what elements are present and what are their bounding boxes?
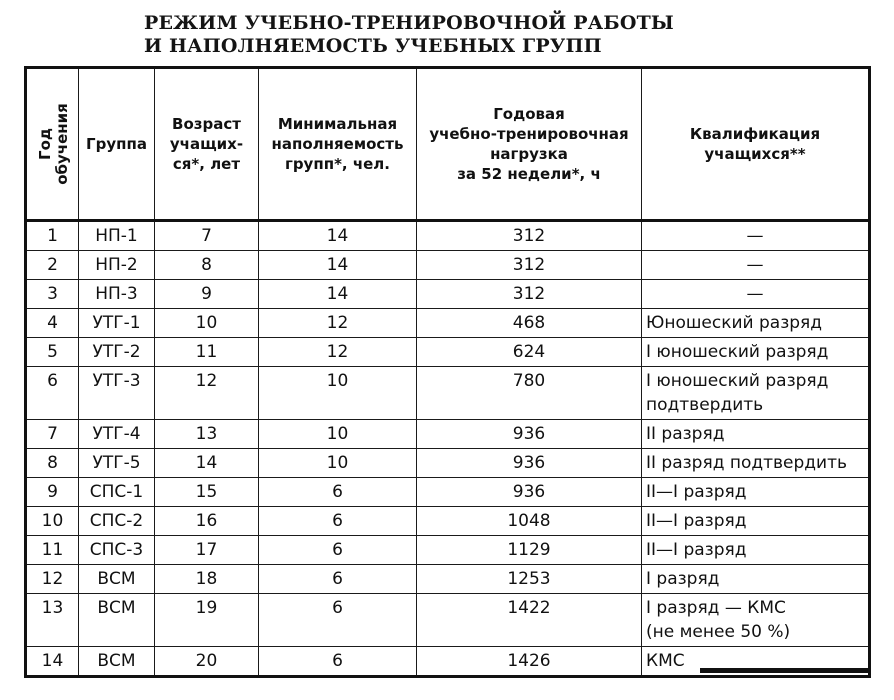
cell-annual-load: 1253 xyxy=(417,565,642,594)
qualification-line: II разряд подтвердить xyxy=(646,453,848,473)
cell-age: 17 xyxy=(155,536,259,565)
table-row xyxy=(26,449,870,478)
header-line: нагрузка xyxy=(490,145,568,163)
qualification-line: II разряд xyxy=(646,424,725,444)
cell-age: 19 xyxy=(155,594,259,647)
table-row xyxy=(26,221,870,251)
header-line: Возраст xyxy=(172,115,241,133)
header-year xyxy=(26,68,79,221)
header-line: Минимальная xyxy=(277,115,398,133)
cell-year: 9 xyxy=(26,478,79,507)
header-row xyxy=(26,68,870,221)
title-line-1: РЕЖИМ УЧЕБНО-ТРЕНИРОВОЧНОЙ РАБОТЫ xyxy=(144,12,674,34)
header-line: учащих- xyxy=(169,135,244,153)
header-line: учащихся** xyxy=(704,145,806,163)
cell-min-fill: 12 xyxy=(259,338,417,367)
cell-age: 12 xyxy=(155,367,259,420)
header-line: за 52 недели*, ч xyxy=(457,165,601,183)
table-row xyxy=(26,594,870,647)
cell-year: 14 xyxy=(26,647,79,677)
cell-annual-load: 1129 xyxy=(417,536,642,565)
cell-min-fill: 10 xyxy=(259,367,417,420)
qualification-line: — xyxy=(746,255,764,275)
cell-age: 18 xyxy=(155,565,259,594)
cell-group: УТГ-5 xyxy=(79,449,155,478)
cell-min-fill: 6 xyxy=(259,478,417,507)
header-line: Годовая xyxy=(493,105,565,123)
header-year-text xyxy=(37,103,71,185)
qualification-line: КМС xyxy=(646,651,685,671)
cell-qualification xyxy=(642,221,870,251)
cell-qualification xyxy=(642,449,870,478)
header-group xyxy=(79,68,155,221)
cell-age: 7 xyxy=(155,221,259,251)
page-title xyxy=(144,12,674,58)
cell-group: СПС-3 xyxy=(79,536,155,565)
cell-group: ВСМ xyxy=(79,647,155,677)
qualification-line: I разряд xyxy=(646,569,720,589)
cell-age: 20 xyxy=(155,647,259,677)
training-groups-table xyxy=(24,66,871,678)
cell-min-fill: 12 xyxy=(259,309,417,338)
header-line: Квалификация xyxy=(689,125,821,143)
cell-group: УТГ-2 xyxy=(79,338,155,367)
header-min-fill-text xyxy=(272,114,404,174)
qualification-line: — xyxy=(746,284,764,304)
cell-min-fill: 10 xyxy=(259,449,417,478)
cell-min-fill: 10 xyxy=(259,420,417,449)
header-line: Год xyxy=(35,128,54,160)
cell-min-fill: 6 xyxy=(259,594,417,647)
cell-qualification xyxy=(642,478,870,507)
cell-min-fill: 6 xyxy=(259,536,417,565)
table-row xyxy=(26,478,870,507)
qualification-line: (не менее 50 %) xyxy=(646,622,791,642)
cell-annual-load: 1422 xyxy=(417,594,642,647)
qualification-line: — xyxy=(746,226,764,246)
qualification-line: Юношеский разряд xyxy=(646,313,823,333)
cell-qualification xyxy=(642,309,870,338)
header-group-text: Группа xyxy=(86,135,147,153)
qualification-line: II—I разряд xyxy=(646,511,747,531)
cell-group: ВСМ xyxy=(79,594,155,647)
table-row xyxy=(26,367,870,420)
cell-group: СПС-2 xyxy=(79,507,155,536)
table-row xyxy=(26,251,870,280)
cell-age: 14 xyxy=(155,449,259,478)
table-row xyxy=(26,536,870,565)
cell-year: 4 xyxy=(26,309,79,338)
cell-qualification xyxy=(642,251,870,280)
qualification-line: I юношеский разряд xyxy=(646,342,829,362)
cell-group: НП-3 xyxy=(79,280,155,309)
header-line: групп*, чел. xyxy=(284,155,390,173)
header-line: наполняемость xyxy=(271,135,404,153)
cell-annual-load: 1426 xyxy=(417,647,642,677)
cell-min-fill: 14 xyxy=(259,221,417,251)
table-header xyxy=(26,68,870,221)
cell-qualification xyxy=(642,338,870,367)
header-line: ся*, лет xyxy=(172,155,241,173)
cell-qualification xyxy=(642,565,870,594)
table-row xyxy=(26,420,870,449)
cell-year: 11 xyxy=(26,536,79,565)
header-qualification-text xyxy=(690,124,820,164)
cell-annual-load: 312 xyxy=(417,280,642,309)
cell-year: 12 xyxy=(26,565,79,594)
cell-annual-load: 312 xyxy=(417,221,642,251)
qualification-line: подтвердить xyxy=(646,395,764,415)
header-annual-load xyxy=(417,68,642,221)
cell-year: 10 xyxy=(26,507,79,536)
cell-age: 11 xyxy=(155,338,259,367)
cell-group: НП-2 xyxy=(79,251,155,280)
cell-min-fill: 6 xyxy=(259,647,417,677)
cell-year: 6 xyxy=(26,367,79,420)
cell-annual-load: 1048 xyxy=(417,507,642,536)
cell-qualification xyxy=(642,420,870,449)
cell-min-fill: 14 xyxy=(259,251,417,280)
cell-annual-load: 936 xyxy=(417,478,642,507)
cell-age: 15 xyxy=(155,478,259,507)
cell-year: 8 xyxy=(26,449,79,478)
cell-qualification xyxy=(642,594,870,647)
header-age-text xyxy=(170,114,243,174)
cell-qualification xyxy=(642,280,870,309)
cell-min-fill: 14 xyxy=(259,280,417,309)
qualification-line: I разряд — КМС xyxy=(646,598,786,618)
title-line-2: И НАПОЛНЯЕМОСТЬ УЧЕБНЫХ ГРУПП xyxy=(144,35,602,57)
qualification-line: I юношеский разряд xyxy=(646,371,829,391)
cell-group: ВСМ xyxy=(79,565,155,594)
cell-annual-load: 936 xyxy=(417,449,642,478)
cell-group: УТГ-3 xyxy=(79,367,155,420)
cell-min-fill: 6 xyxy=(259,565,417,594)
cell-year: 13 xyxy=(26,594,79,647)
cell-year: 7 xyxy=(26,420,79,449)
cell-min-fill: 6 xyxy=(259,507,417,536)
header-age xyxy=(155,68,259,221)
table-row xyxy=(26,338,870,367)
cell-group: УТГ-4 xyxy=(79,420,155,449)
cell-group: УТГ-1 xyxy=(79,309,155,338)
cell-year: 2 xyxy=(26,251,79,280)
table-row xyxy=(26,565,870,594)
cell-year: 3 xyxy=(26,280,79,309)
cell-age: 13 xyxy=(155,420,259,449)
qualification-line: II—I разряд xyxy=(646,540,747,560)
cell-age: 8 xyxy=(155,251,259,280)
cell-annual-load: 780 xyxy=(417,367,642,420)
qualification-line: II—I разряд xyxy=(646,482,747,502)
table-row xyxy=(26,280,870,309)
table-row xyxy=(26,309,870,338)
header-qualification xyxy=(642,68,870,221)
cell-annual-load: 312 xyxy=(417,251,642,280)
cell-qualification xyxy=(642,367,870,420)
header-line: обучения xyxy=(52,103,71,185)
cell-annual-load: 468 xyxy=(417,309,642,338)
cell-year: 1 xyxy=(26,221,79,251)
table-row xyxy=(26,507,870,536)
cell-age: 9 xyxy=(155,280,259,309)
cell-year: 5 xyxy=(26,338,79,367)
header-annual-load-text xyxy=(429,104,628,184)
cell-annual-load: 624 xyxy=(417,338,642,367)
cell-annual-load: 936 xyxy=(417,420,642,449)
header-line: учебно-тренировочная xyxy=(429,125,629,143)
cell-group: СПС-1 xyxy=(79,478,155,507)
cell-qualification xyxy=(642,536,870,565)
header-min-fill xyxy=(259,68,417,221)
cell-qualification xyxy=(642,507,870,536)
bottom-edge-bar xyxy=(700,668,868,673)
table-body xyxy=(26,221,870,677)
cell-group: НП-1 xyxy=(79,221,155,251)
cell-age: 16 xyxy=(155,507,259,536)
cell-age: 10 xyxy=(155,309,259,338)
